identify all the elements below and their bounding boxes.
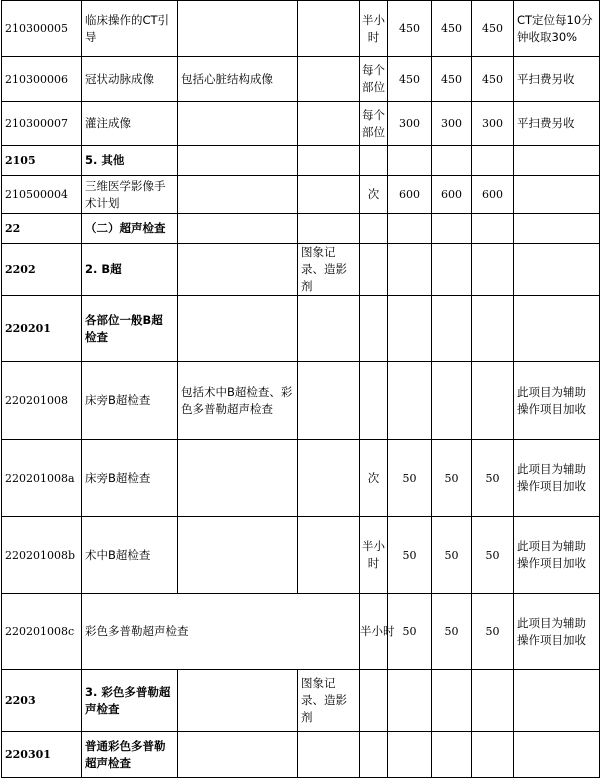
item-unit: 半小时 (360, 594, 388, 670)
item-unit: 半小时 (360, 517, 388, 594)
item-unit (360, 214, 388, 244)
item-note (514, 214, 600, 244)
item-excluded (298, 296, 360, 362)
item-code: 220201008b (2, 517, 82, 594)
item-price-2: 50 (432, 594, 472, 670)
item-price-3: 50 (472, 517, 514, 594)
item-excluded (298, 1, 360, 57)
item-code: 220201008 (2, 362, 82, 440)
item-price-2: 600 (432, 176, 472, 214)
item-note (514, 176, 600, 214)
item-unit (360, 670, 388, 732)
item-price-3 (472, 214, 514, 244)
item-price-2 (432, 146, 472, 176)
price-table (1, 0, 600, 778)
item-note (514, 732, 600, 778)
table-row (2, 440, 600, 517)
table-row (2, 594, 600, 670)
item-note: 平扫费另收 (514, 57, 600, 102)
item-note (514, 244, 600, 296)
table-row (2, 146, 600, 176)
item-note: 此项目为辅助操作项目加收 (514, 440, 600, 517)
item-price-2 (432, 296, 472, 362)
item-price-1: 50 (388, 440, 432, 517)
item-name: 2. B超 (82, 244, 178, 296)
item-content (178, 517, 298, 594)
item-note (514, 296, 600, 362)
item-note: 此项目为辅助操作项目加收 (514, 594, 600, 670)
item-content (178, 732, 298, 778)
item-code: 22 (2, 214, 82, 244)
item-price-2: 450 (432, 57, 472, 102)
item-price-3 (472, 146, 514, 176)
item-content (178, 670, 298, 732)
item-price-2 (432, 670, 472, 732)
item-unit (360, 362, 388, 440)
item-price-3: 50 (472, 594, 514, 670)
item-price-1 (388, 732, 432, 778)
item-name: 5. 其他 (82, 146, 178, 176)
item-price-3: 300 (472, 102, 514, 146)
item-excluded (298, 214, 360, 244)
item-unit (360, 296, 388, 362)
item-unit (360, 244, 388, 296)
item-content (178, 244, 298, 296)
item-excluded (298, 362, 360, 440)
item-content (178, 296, 298, 362)
item-price-3: 450 (472, 57, 514, 102)
item-excluded (298, 102, 360, 146)
item-name: 普通彩色多普勒超声检查 (82, 732, 178, 778)
item-code: 2105 (2, 146, 82, 176)
table-row (2, 670, 600, 732)
item-code: 210300006 (2, 57, 82, 102)
item-price-2 (432, 732, 472, 778)
item-excluded (298, 176, 360, 214)
item-price-1: 50 (388, 594, 432, 670)
item-price-3 (472, 670, 514, 732)
item-unit (360, 732, 388, 778)
item-price-2 (432, 244, 472, 296)
item-price-1 (388, 244, 432, 296)
item-price-1: 300 (388, 102, 432, 146)
table-row (2, 244, 600, 296)
item-code: 2202 (2, 244, 82, 296)
table-row (2, 296, 600, 362)
item-price-3 (472, 296, 514, 362)
item-content (178, 176, 298, 214)
item-code: 210300007 (2, 102, 82, 146)
item-code: 220201008c (2, 594, 82, 670)
table-row (2, 176, 600, 214)
item-excluded (298, 517, 360, 594)
item-unit: 次 (360, 440, 388, 517)
item-price-3: 50 (472, 440, 514, 517)
item-name: 各部位一般B超检查 (82, 296, 178, 362)
item-excluded (298, 146, 360, 176)
item-name: 冠状动脉成像 (82, 57, 178, 102)
item-price-2: 450 (432, 1, 472, 57)
table-row (2, 362, 600, 440)
item-price-1 (388, 670, 432, 732)
item-content (178, 440, 298, 517)
item-content (178, 214, 298, 244)
item-price-1: 600 (388, 176, 432, 214)
item-price-1 (388, 362, 432, 440)
item-note: CT定位每10分钟收取30% (514, 1, 600, 57)
item-unit: 每个部位 (360, 102, 388, 146)
item-content: 包括心脏结构成像 (178, 57, 298, 102)
item-content (178, 146, 298, 176)
item-price-3: 450 (472, 1, 514, 57)
item-code: 210300005 (2, 1, 82, 57)
item-code: 220301 (2, 732, 82, 778)
item-price-1: 50 (388, 517, 432, 594)
item-code: 2203 (2, 670, 82, 732)
table-row (2, 57, 600, 102)
item-price-1 (388, 296, 432, 362)
item-content (178, 102, 298, 146)
item-content (178, 1, 298, 57)
item-unit (360, 146, 388, 176)
item-price-3 (472, 244, 514, 296)
item-price-1: 450 (388, 57, 432, 102)
item-price-2: 300 (432, 102, 472, 146)
item-excluded (298, 440, 360, 517)
item-note (514, 146, 600, 176)
item-price-3: 600 (472, 176, 514, 214)
item-excluded: 图象记录、造影剂 (298, 670, 360, 732)
item-price-2 (432, 214, 472, 244)
table-row (2, 214, 600, 244)
item-content: 包括术中B超检查、彩色多普勒超声检查 (178, 362, 298, 440)
item-excluded (298, 57, 360, 102)
item-unit: 次 (360, 176, 388, 214)
item-price-2 (432, 362, 472, 440)
item-name: 术中B超检查 (82, 517, 178, 594)
item-price-2: 50 (432, 517, 472, 594)
item-name: 床旁B超检查 (82, 440, 178, 517)
item-price-3 (472, 362, 514, 440)
item-excluded: 图象记录、造影剂 (298, 244, 360, 296)
item-price-3 (472, 732, 514, 778)
item-note: 平扫费另收 (514, 102, 600, 146)
table-row (2, 102, 600, 146)
item-name: （二）超声检查 (82, 214, 178, 244)
item-price-2: 50 (432, 440, 472, 517)
table-row (2, 732, 600, 778)
item-name: 三维医学影像手术计划 (82, 176, 178, 214)
item-note: 此项目为辅助操作项目加收 (514, 517, 600, 594)
item-name: 3. 彩色多普勒超声检查 (82, 670, 178, 732)
item-name: 灌注成像 (82, 102, 178, 146)
item-note: 此项目为辅助操作项目加收 (514, 362, 600, 440)
item-price-1 (388, 146, 432, 176)
item-name: 临床操作的CT引导 (82, 1, 178, 57)
item-price-1: 450 (388, 1, 432, 57)
item-code: 210500004 (2, 176, 82, 214)
table-row (2, 517, 600, 594)
item-price-1 (388, 214, 432, 244)
item-unit: 每个部位 (360, 57, 388, 102)
item-code: 220201008a (2, 440, 82, 517)
item-unit: 半小时 (360, 1, 388, 57)
item-note (514, 670, 600, 732)
item-name: 床旁B超检查 (82, 362, 178, 440)
table-row (2, 1, 600, 57)
item-excluded (298, 732, 360, 778)
item-code: 220201 (2, 296, 82, 362)
item-name: 彩色多普勒超声检查 (82, 594, 360, 670)
